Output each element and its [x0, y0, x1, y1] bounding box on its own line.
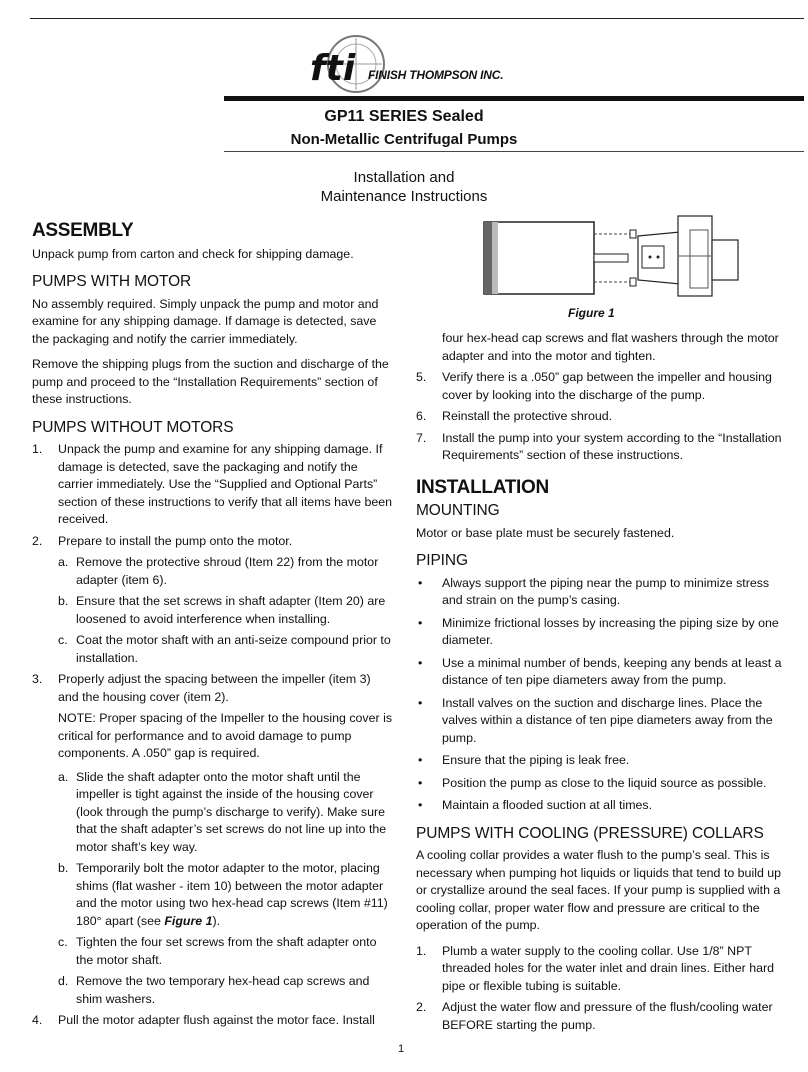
step-4-number: 4. [32, 1013, 43, 1027]
assembly-intro: Unpack pump from carton and check for shipping damage. [32, 246, 354, 261]
pump-figure [470, 212, 780, 302]
piping-bullet-text: Minimize frictional losses by increasing the piping size by one diameter. [442, 615, 779, 647]
step-7-text: Install the pump into your system according to the “Installation Requirements” section of these instructions. [442, 430, 782, 462]
figure-caption: Figure 1 [568, 306, 615, 320]
company-name: FINISH THOMPSON INC. [368, 68, 504, 82]
piping-bullet [416, 797, 782, 815]
step-2-text: Prepare to install the pump onto the motor. [58, 533, 293, 548]
step-2 [32, 533, 394, 551]
mounting-text: Motor or base plate must be securely fastened. [416, 525, 675, 540]
step-3a [32, 769, 394, 857]
step-7 [416, 430, 782, 465]
piping-bullet [416, 575, 782, 610]
right-column [416, 330, 782, 1038]
bullet-marker: • [418, 695, 423, 710]
piping-bullet [416, 775, 782, 793]
step-4-text: Pull the motor adapter flush against the motor face. Install [58, 1013, 375, 1027]
piping-bullet [416, 615, 782, 650]
left-column [32, 222, 394, 1034]
with-motor-paragraph-1: No assembly required. Simply unpack the pump and motor and examine for any shipping damage. If damage is detected, save the packaging and notify the carrier immediately. [32, 296, 379, 346]
page-number: 1 [398, 1043, 405, 1055]
step-3c-text: Tighten the four set screws from the shaft adapter onto the motor shaft. [76, 935, 377, 967]
pumps-with-motor-heading: PUMPS WITH MOTOR [32, 273, 192, 290]
installation-heading: INSTALLATION [416, 476, 549, 498]
fti-logo [300, 28, 540, 98]
step-2c-text: Coat the motor shaft with an anti-seize compound prior to installation. [76, 633, 391, 665]
step-3d [32, 973, 394, 1008]
figure-1-reference[interactable]: Figure 1 [164, 913, 213, 928]
header-bar [224, 96, 804, 101]
step-2b-letter: b. [58, 594, 69, 608]
cooling-collars-heading: PUMPS WITH COOLING (PRESSURE) COLLARS [416, 824, 764, 842]
bullet-marker: • [418, 775, 423, 790]
bullet-marker: • [418, 615, 423, 630]
spacing-note: NOTE: Proper spacing of the Impeller to the housing cover is critical for performance and to avoid damage to pump components. A .050” gap is required. [58, 711, 393, 760]
piping-bullet-text: Ensure that the piping is leak free. [442, 753, 630, 767]
step-6 [416, 408, 782, 426]
step-2b [32, 593, 394, 628]
bullet-marker: • [418, 753, 423, 767]
piping-bullet-text: Install valves on the suction and discharge lines. Place the valves within a distance of ten pipe diameters away from the pump. [442, 695, 773, 745]
cooling-step-2-text: Adjust the water flow and pressure of the flush/cooling water BEFORE starting the pump. [442, 1000, 773, 1032]
step-2a-letter: a. [58, 555, 69, 569]
piping-bullet [416, 695, 782, 748]
step-2c [32, 632, 394, 667]
step-3d-text: Remove the two temporary hex-head cap screws and shim washers. [76, 974, 370, 1006]
assembly-heading: ASSEMBLY [32, 220, 134, 241]
step-3b [32, 860, 394, 930]
step-3b-text-end: ). [212, 913, 221, 928]
step-7-number: 7. [416, 430, 427, 445]
cooling-collars-text: A cooling collar provides a water flush to the pump’s seal. This is necessary when pumping hot liquids or liquids that tend to build up or crystallize around the seal faces. If your pump is supplied with a cooling collar, proper water flow and pressure are critical to the operation of the pump. [416, 848, 782, 932]
cooling-step-1-text: Plumb a water supply to the cooling collar. Use 1/8” NPT threaded holes for the water inlet and drain lines. Either hard pipe or flexible tubing is suitable. [442, 943, 774, 993]
piping-bullet-text: Position the pump as close to the liquid source as possible. [442, 775, 767, 790]
step-3a-letter: a. [58, 769, 69, 784]
cooling-step-1 [416, 943, 782, 996]
step-5 [416, 369, 782, 404]
step-2b-text: Ensure that the set screws in shaft adapter (Item 20) are loosened to avoid interference when installing. [76, 594, 386, 626]
step-2c-letter: c. [58, 633, 68, 647]
cooling-step-1-number: 1. [416, 943, 427, 958]
step-3c-letter: c. [58, 935, 68, 949]
cooling-step-2 [416, 999, 782, 1034]
step-1 [32, 441, 394, 529]
step-6-text: Reinstall the protective shroud. [442, 409, 613, 423]
step-2a [32, 554, 394, 589]
document-title-line2: Maintenance Instructions [320, 188, 488, 205]
header-rule [224, 151, 804, 152]
step-3 [32, 671, 394, 706]
step-3b-text: Temporarily bolt the motor adapter to the motor, placing shims (flat washer - item 10) between the motor adapter and the motor using two hex-head cap screws (Item #11) 180° apart (see [76, 861, 388, 928]
document-title [0, 168, 808, 206]
document-title-line1: Installation and [353, 169, 455, 186]
step-4-continued: four hex-head cap screws and flat washers through the motor adapter and into the motor and tighten. [442, 331, 779, 363]
step-6-number: 6. [416, 409, 427, 423]
top-rule [30, 18, 804, 19]
step-5-number: 5. [416, 370, 427, 384]
fti-logo-text: fti [310, 48, 356, 89]
step-4 [32, 1012, 394, 1030]
step-1-text: Unpack the pump and examine for any shipping damage. If damage is detected, save the packaging and notify the carrier immediately. Use the “Supplied and Optional Parts” section of these instructions to verify that all items have been received. [58, 442, 393, 526]
piping-bullet [416, 752, 782, 770]
mounting-heading: MOUNTING [416, 502, 500, 519]
product-subtitle: Non-Metallic Centrifugal Pumps [290, 131, 518, 148]
piping-bullet [416, 655, 782, 690]
pumps-without-motors-heading: PUMPS WITHOUT MOTORS [32, 418, 234, 436]
step-3-number: 3. [32, 672, 43, 686]
step-3a-text: Slide the shaft adapter onto the motor shaft until the impeller is tight against the inside of the housing cover (look through the pump’s discharge to verify). Make sure that the shaft adapter’s set screws do not line up into the motor shaft’s key way. [76, 769, 387, 854]
step-2a-text: Remove the protective shroud (Item 22) from the motor adapter (item 6). [76, 555, 379, 587]
piping-heading: PIPING [416, 552, 468, 569]
step-5-text: Verify there is a .050” gap between the impeller and housing cover by looking into the discharge of the pump. [442, 370, 772, 402]
step-3b-letter: b. [58, 861, 69, 875]
piping-bullet-text: Always support the piping near the pump to minimize stress and strain on the pump’s casing. [442, 575, 770, 607]
with-motor-paragraph-2: Remove the shipping plugs from the suction and discharge of the pump and proceed to the “Installation Requirements” section of these instructions. [32, 357, 389, 406]
step-3-text: Properly adjust the spacing between the impeller (item 3) and the housing cover (item 2). [58, 672, 371, 704]
piping-bullet-text: Use a minimal number of bends, keeping any bends at least a distance of ten pipe diameters away from the pump. [442, 655, 782, 687]
step-2-number: 2. [32, 533, 43, 548]
step-3c [32, 934, 394, 969]
step-1-number: 1. [32, 442, 43, 456]
step-3d-letter: d. [58, 974, 69, 988]
bullet-marker: • [418, 798, 423, 812]
cooling-step-2-number: 2. [416, 1000, 427, 1014]
piping-bullet-text: Maintain a flooded suction at all times. [442, 798, 653, 812]
series-title: GP11 SERIES Sealed [324, 108, 484, 125]
bullet-marker: • [418, 575, 423, 590]
bullet-marker: • [418, 655, 423, 670]
